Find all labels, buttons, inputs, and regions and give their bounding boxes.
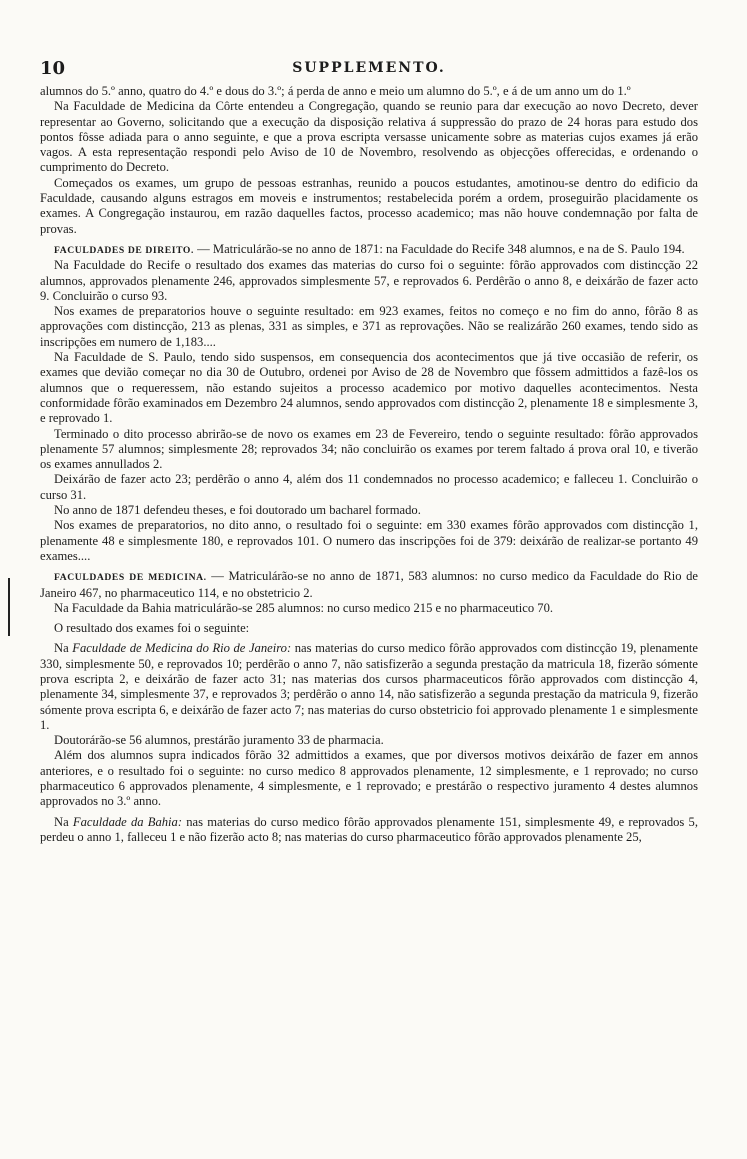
paragraph: Terminado o dito processo abrirão-se de novo os exames em 23 de Fevereiro, tendo o seguinte resultado: fôrão approvados plenamente 57 alumnos; simplesmente 28; reprovados 34; não concluirão os exames por terem faltado á prova oral 10, e tiverão os exames annullados 2. [40, 426, 698, 472]
paragraph: Na Faculdade de S. Paulo, tendo sido suspensos, em consequencia dos acontecimentos que já tive occasião de referir, os exames que devião começar no dia 30 de Outubro, ordenei por Aviso de 28 de Novembro que fôssem admittidos a fazê-los os alumnos que o requeressem, não estando sujeitos a processo academico por motivo daquelles acontecimentos. Nesta conformidade fôrão examinados em Dezembro 24 alumnos, sendo approvados com distincção 2, plenamente 18 e simplesmente 3, e reprovado 1. [40, 350, 698, 426]
paragraph: Começados os exames, um grupo de pessoas estranhas, reunido a poucos estudantes, amotinou-se dentro do edificio da Faculdade, causando alguns estragos em moveis e instrumentos; restabelecida porém a ordem, proseguirão placidamente os exames. A Congregação instaurou, em razão daquelles factos, processo academico; mas não houve condemnação por falta de provas. [40, 175, 698, 236]
paragraph: Na Faculdade de Medicina do Rio de Janeiro: nas materias do curso medico fôrão approvados com distincção 19, plenamente 330, simplesmente 50, e reprovados 10; perdêrão o anno 7, não satisfizerão a segunda prestação da matricula 18, fizerão sómente prova escripta 2, e deixárão de fazer acto 31; nas materias dos cursos pharmaceuticos fôrão approvados com distincção 4, plenamente 34, simplesmente 37, e reprovados 3; perdêrão o anno 14, não satisfizerão a segunda prestação da matricula 9, fizerão sómente prova escripta 6, e deixárão de fazer acto 7; nas materias do curso obstetricio foi approvado plenamente 1 e simplesmente 1. [40, 641, 699, 732]
paragraph: Além dos alumnos supra indicados fôrão 32 admittidos a exames, que por diversos motivos deixárão de fazer em annos anteriores, e o resultado foi o seguinte: no curso medico 8 approvados plenamente, 12 simplesmente, e 1 reprovado; no curso pharmaceutico 6 approvados plenamente, 4 simplesmente, e 1 reprovado; e prestárão o respectivo juramento 4 destes alumnos approvados no 3.º anno. [40, 748, 698, 809]
faculty-name: Faculdade de Medicina do Rio de Janeiro: [72, 641, 292, 656]
page [40, 58, 698, 845]
paragraph: Doutorárão-se 56 alumnos, prestárão juramento 33 de pharmacia. [54, 733, 384, 748]
paragraph: Na Faculdade do Recife o resultado dos exames das materias do curso foi o seguinte: fôrão approvados com distincção 22 alumnos, approvados plenamente 246, approvados simplesmente 57, e reprovados 6. Perdêrão o anno 8, e deixárão de fazer acto 9. Concluirão o curso 93. [40, 258, 698, 303]
paragraph: Na Faculdade da Bahia matriculárão-se 285 alumnos: no curso medico 215 e no pharmaceutico 70. [54, 600, 554, 615]
paragraph: Na Faculdade de Medicina da Côrte entendeu a Congregação, quando se reunio para dar execução ao novo Decreto, dever representar ao Governo, solicitando que a execução da disposição relativa á suppressão do prazo de 24 horas para estudo dos pontos fôsse adiada para o anno seguinte, e que a prova escripta versasse unicamente sobre as materias cujos exames já erão vagos. A esta representação respondi pelo Aviso de 10 de Novembro, resolvendo as objecções offerecidas, e ordenando o cumprimento do Decreto. [40, 99, 698, 175]
paragraph: O resultado dos exames foi o seguinte: [54, 621, 250, 636]
faculty-name: Faculdade da Bahia: [72, 814, 183, 829]
paragraph: Na Faculdade da Bahia: nas materias do curso medico fôrão approvados plenamente 151, simplesmente 49, e reprovados 5, perdeu o anno 1, falleceu 1 e não fizerão acto 8; nas materias do curso pharmaceutico fôrão approvados plenamente 25, [40, 814, 698, 844]
paragraph: Nos exames de preparatorios, no dito anno, o resultado foi o seguinte: em 330 exames fôrão approvados com distincção 1, plenamente 48 e simplesmente 180, e reprovados 101. O numero das inscripções foi de 379: deixárão de realizar-se portanto 49 exames.... [40, 518, 698, 563]
section-heading: FACULDADES DE MEDICINA. [54, 572, 207, 584]
paragraph: No anno de 1871 defendeu theses, e foi doutorado um bacharel formado. [54, 503, 421, 518]
running-title: SUPPLEMENTO. [292, 60, 446, 76]
paragraph: Nos exames de preparatorios houve o seguinte resultado: em 923 exames, feitos no começo e no fim do anno, fôrão 8 as approvações com distincção, 213 as plenas, 331 as simples, e 371 as reprovações. Não se realizárão 260 exames, tendo sido as inscripções em numero de 1,183.... [40, 304, 698, 349]
section-heading: FACULDADES DE DIREITO. [54, 244, 194, 256]
margin-mark [8, 578, 10, 636]
paragraph: alumnos do 5.º anno, quatro do 4.º e dous do 3.º; á perda de anno e meio um alumno do 5.º, e á de um anno um do 1.º [40, 84, 631, 98]
body-text [40, 84, 698, 845]
section-paragraph: FACULDADES DE DIREITO. — Matriculárão-se no anno de 1871: na Faculdade do Recife 348 alumnos, e na de S. Paulo 194. [54, 241, 685, 256]
section-paragraph: FACULDADES DE MEDICINA. — Matriculárão-se no anno de 1871, 583 alumnos: no curso medico da Faculdade do Rio de Janeiro 467, no pharmaceutico 114, e no obstetricio 2. [40, 569, 698, 600]
page-header [40, 58, 698, 80]
paragraph: Deixárão de fazer acto 23; perdêrão o anno 4, além dos 11 condemnados no processo academico; e falleceu 1. Concluirão o curso 31. [40, 472, 698, 502]
page-number: 10 [40, 58, 66, 79]
